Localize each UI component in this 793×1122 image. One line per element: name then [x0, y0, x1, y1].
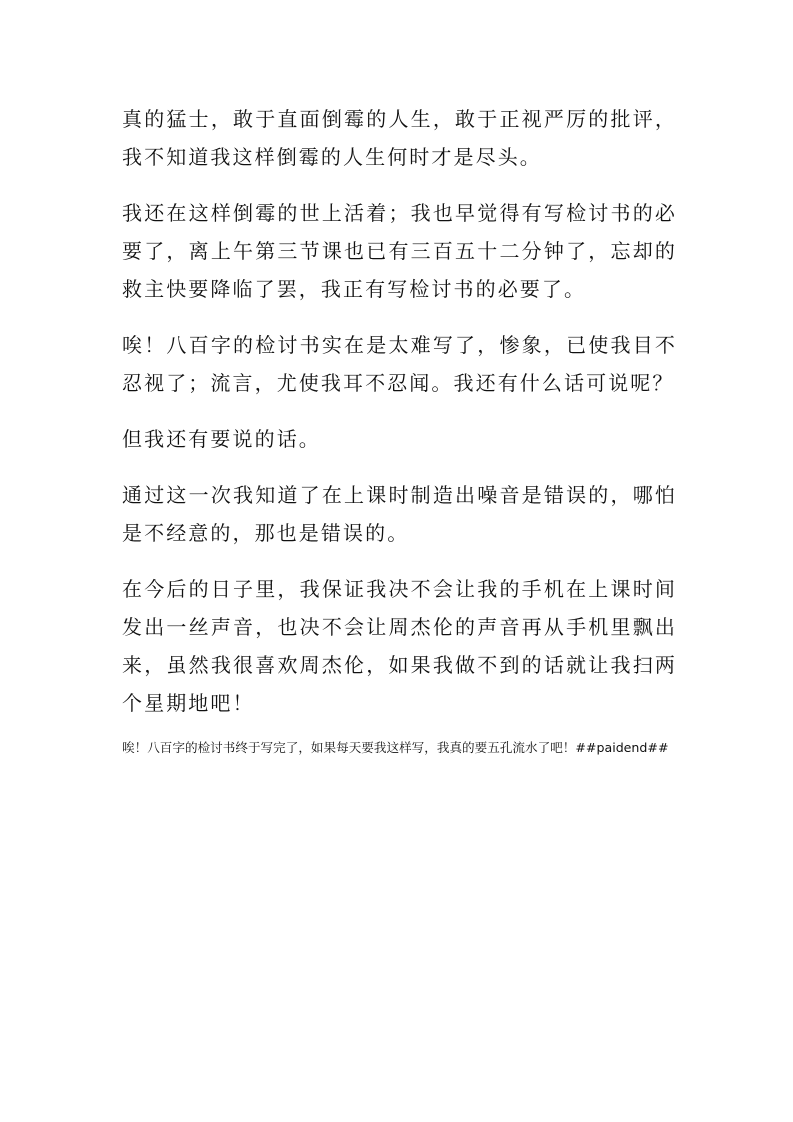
paragraph-1: 真的猛士，敢于直面倒霉的人生，敢于正视严厉的批评，我不知道我这样倒霉的人生何时才是尽头。 — [122, 107, 677, 169]
paragraph-4: 但我还有要说的话。 — [122, 427, 321, 451]
paragraph-2: 我还在这样倒霉的世上活着；我也早觉得有写检讨书的必要了，离上午第三节课也已有三百五十二分钟了，忘却的救主快要降临了罢，我正有写检讨书的必要了。 — [122, 201, 677, 301]
closing-line: 唉！八百字的检讨书终于写完了，如果每天要我这样写，我真的要五孔流水了吧！##paidend## — [122, 740, 669, 755]
paragraph-5: 通过这一次我知道了在上课时制造出噪音是错误的，哪怕是不经意的，那也是错误的。 — [122, 483, 677, 545]
paragraph-6: 在今后的日子里，我保证我决不会让我的手机在上课时间发出一丝声音，也决不会让周杰伦的声音再从手机里飘出来，虽然我很喜欢周杰伦，如果我做不到的话就让我扫两个星期地吧！ — [122, 577, 677, 715]
paragraph-3: 唉！八百字的检讨书实在是太难写了，惨象，已使我目不忍视了；流言，尤使我耳不忍闻。我还有什么话可说呢？ — [122, 333, 677, 395]
document-body — [122, 100, 677, 758]
